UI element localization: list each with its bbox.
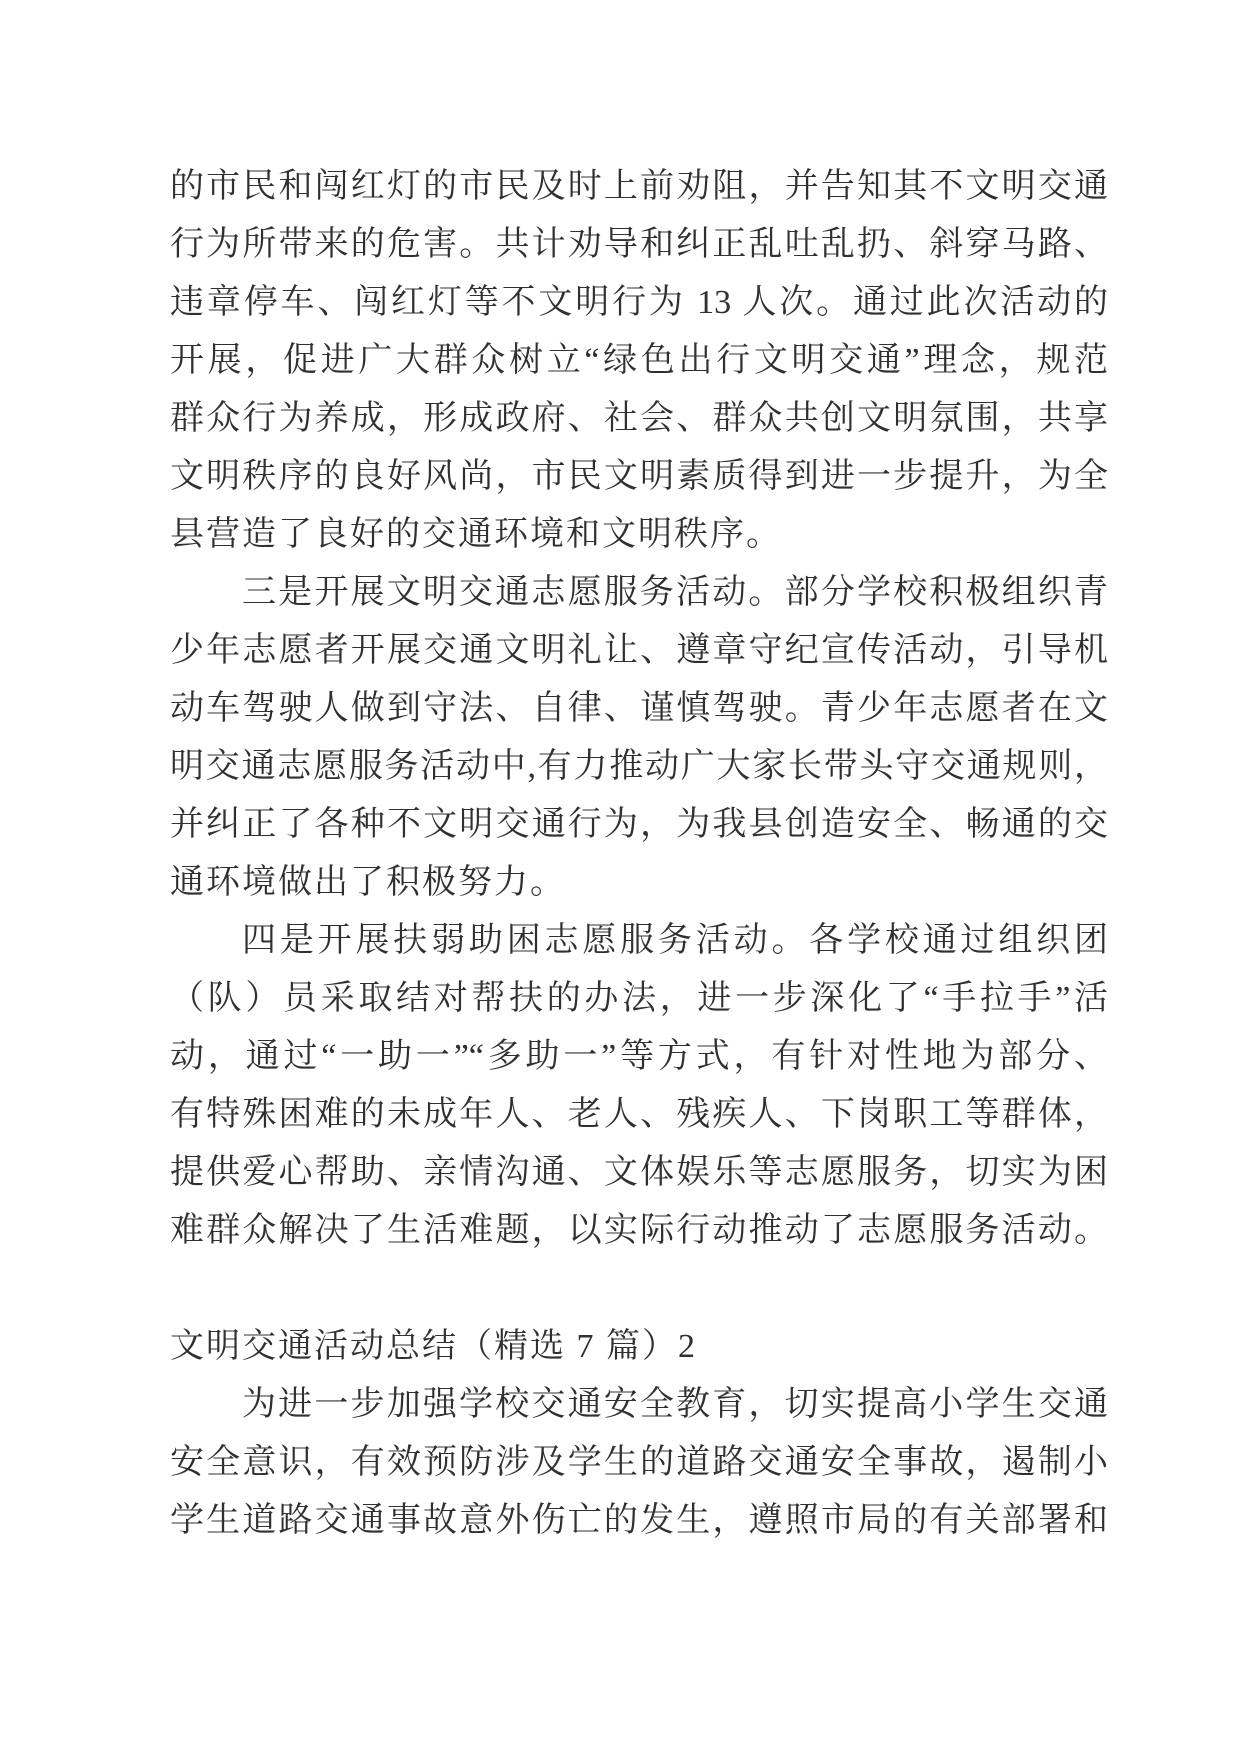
text-line: 学生道路交通事故意外伤亡的发生，遵照市局的有关部署和 xyxy=(170,1502,1108,1539)
text-line: 四是开展扶弱助困志愿服务活动。各学校通过组织团 xyxy=(242,922,1108,959)
text-line: 通环境做出了积极努力。 xyxy=(170,864,566,901)
text-line: 文明秩序的良好风尚，市民文明素质得到进一步提升，为全 xyxy=(170,458,1108,495)
text-line: 并纠正了各种不文明交通行为，为我县创造安全、畅通的交 xyxy=(170,806,1108,843)
text-line: 违章停车、闯红灯等不文明行为 13 人次。通过此次活动的 xyxy=(170,284,1108,321)
text-line: 少年志愿者开展交通文明礼让、遵章守纪宣传活动，引导机 xyxy=(170,632,1108,669)
text-line: 安全意识，有效预防涉及学生的道路交通安全事故，遏制小 xyxy=(170,1444,1108,1481)
text-line: 难群众解决了生活难题，以实际行动推动了志愿服务活动。 xyxy=(170,1212,1108,1249)
text-block xyxy=(170,158,1108,1550)
text-line: 县营造了良好的交通环境和文明秩序。 xyxy=(170,516,782,553)
section-heading: 文明交通活动总结（精选 7 篇）2 xyxy=(170,1328,697,1365)
text-line: 三是开展文明交通志愿服务活动。部分学校积极组织青 xyxy=(242,574,1108,611)
text-line: 有特殊困难的未成年人、老人、残疾人、下岗职工等群体， xyxy=(170,1096,1108,1133)
text-line: 动，通过“一助一”“多助一”等方式，有针对性地为部分、 xyxy=(170,1038,1108,1075)
text-line: 提供爱心帮助、亲情沟通、文体娱乐等志愿服务，切实为困 xyxy=(170,1154,1108,1191)
text-line: 群众行为养成，形成政府、社会、群众共创文明氛围，共享 xyxy=(170,400,1108,437)
text-line: 开展，促进广大群众树立“绿色出行文明交通”理念，规范 xyxy=(170,342,1108,379)
text-line: （队）员采取结对帮扶的办法，进一步深化了“手拉手”活 xyxy=(170,980,1108,1017)
text-line: 明交通志愿服务活动中,有力推动广大家长带头守交通规则， xyxy=(170,748,1108,785)
text-line: 的市民和闯红灯的市民及时上前劝阻，并告知其不文明交通 xyxy=(170,168,1108,205)
text-line: 为进一步加强学校交通安全教育，切实提高小学生交通 xyxy=(242,1386,1108,1423)
blank-line xyxy=(170,1260,1108,1318)
text-line: 行为所带来的危害。共计劝导和纠正乱吐乱扔、斜穿马路、 xyxy=(170,226,1108,263)
text-line: 动车驾驶人做到守法、自律、谨慎驾驶。青少年志愿者在文 xyxy=(170,690,1108,727)
